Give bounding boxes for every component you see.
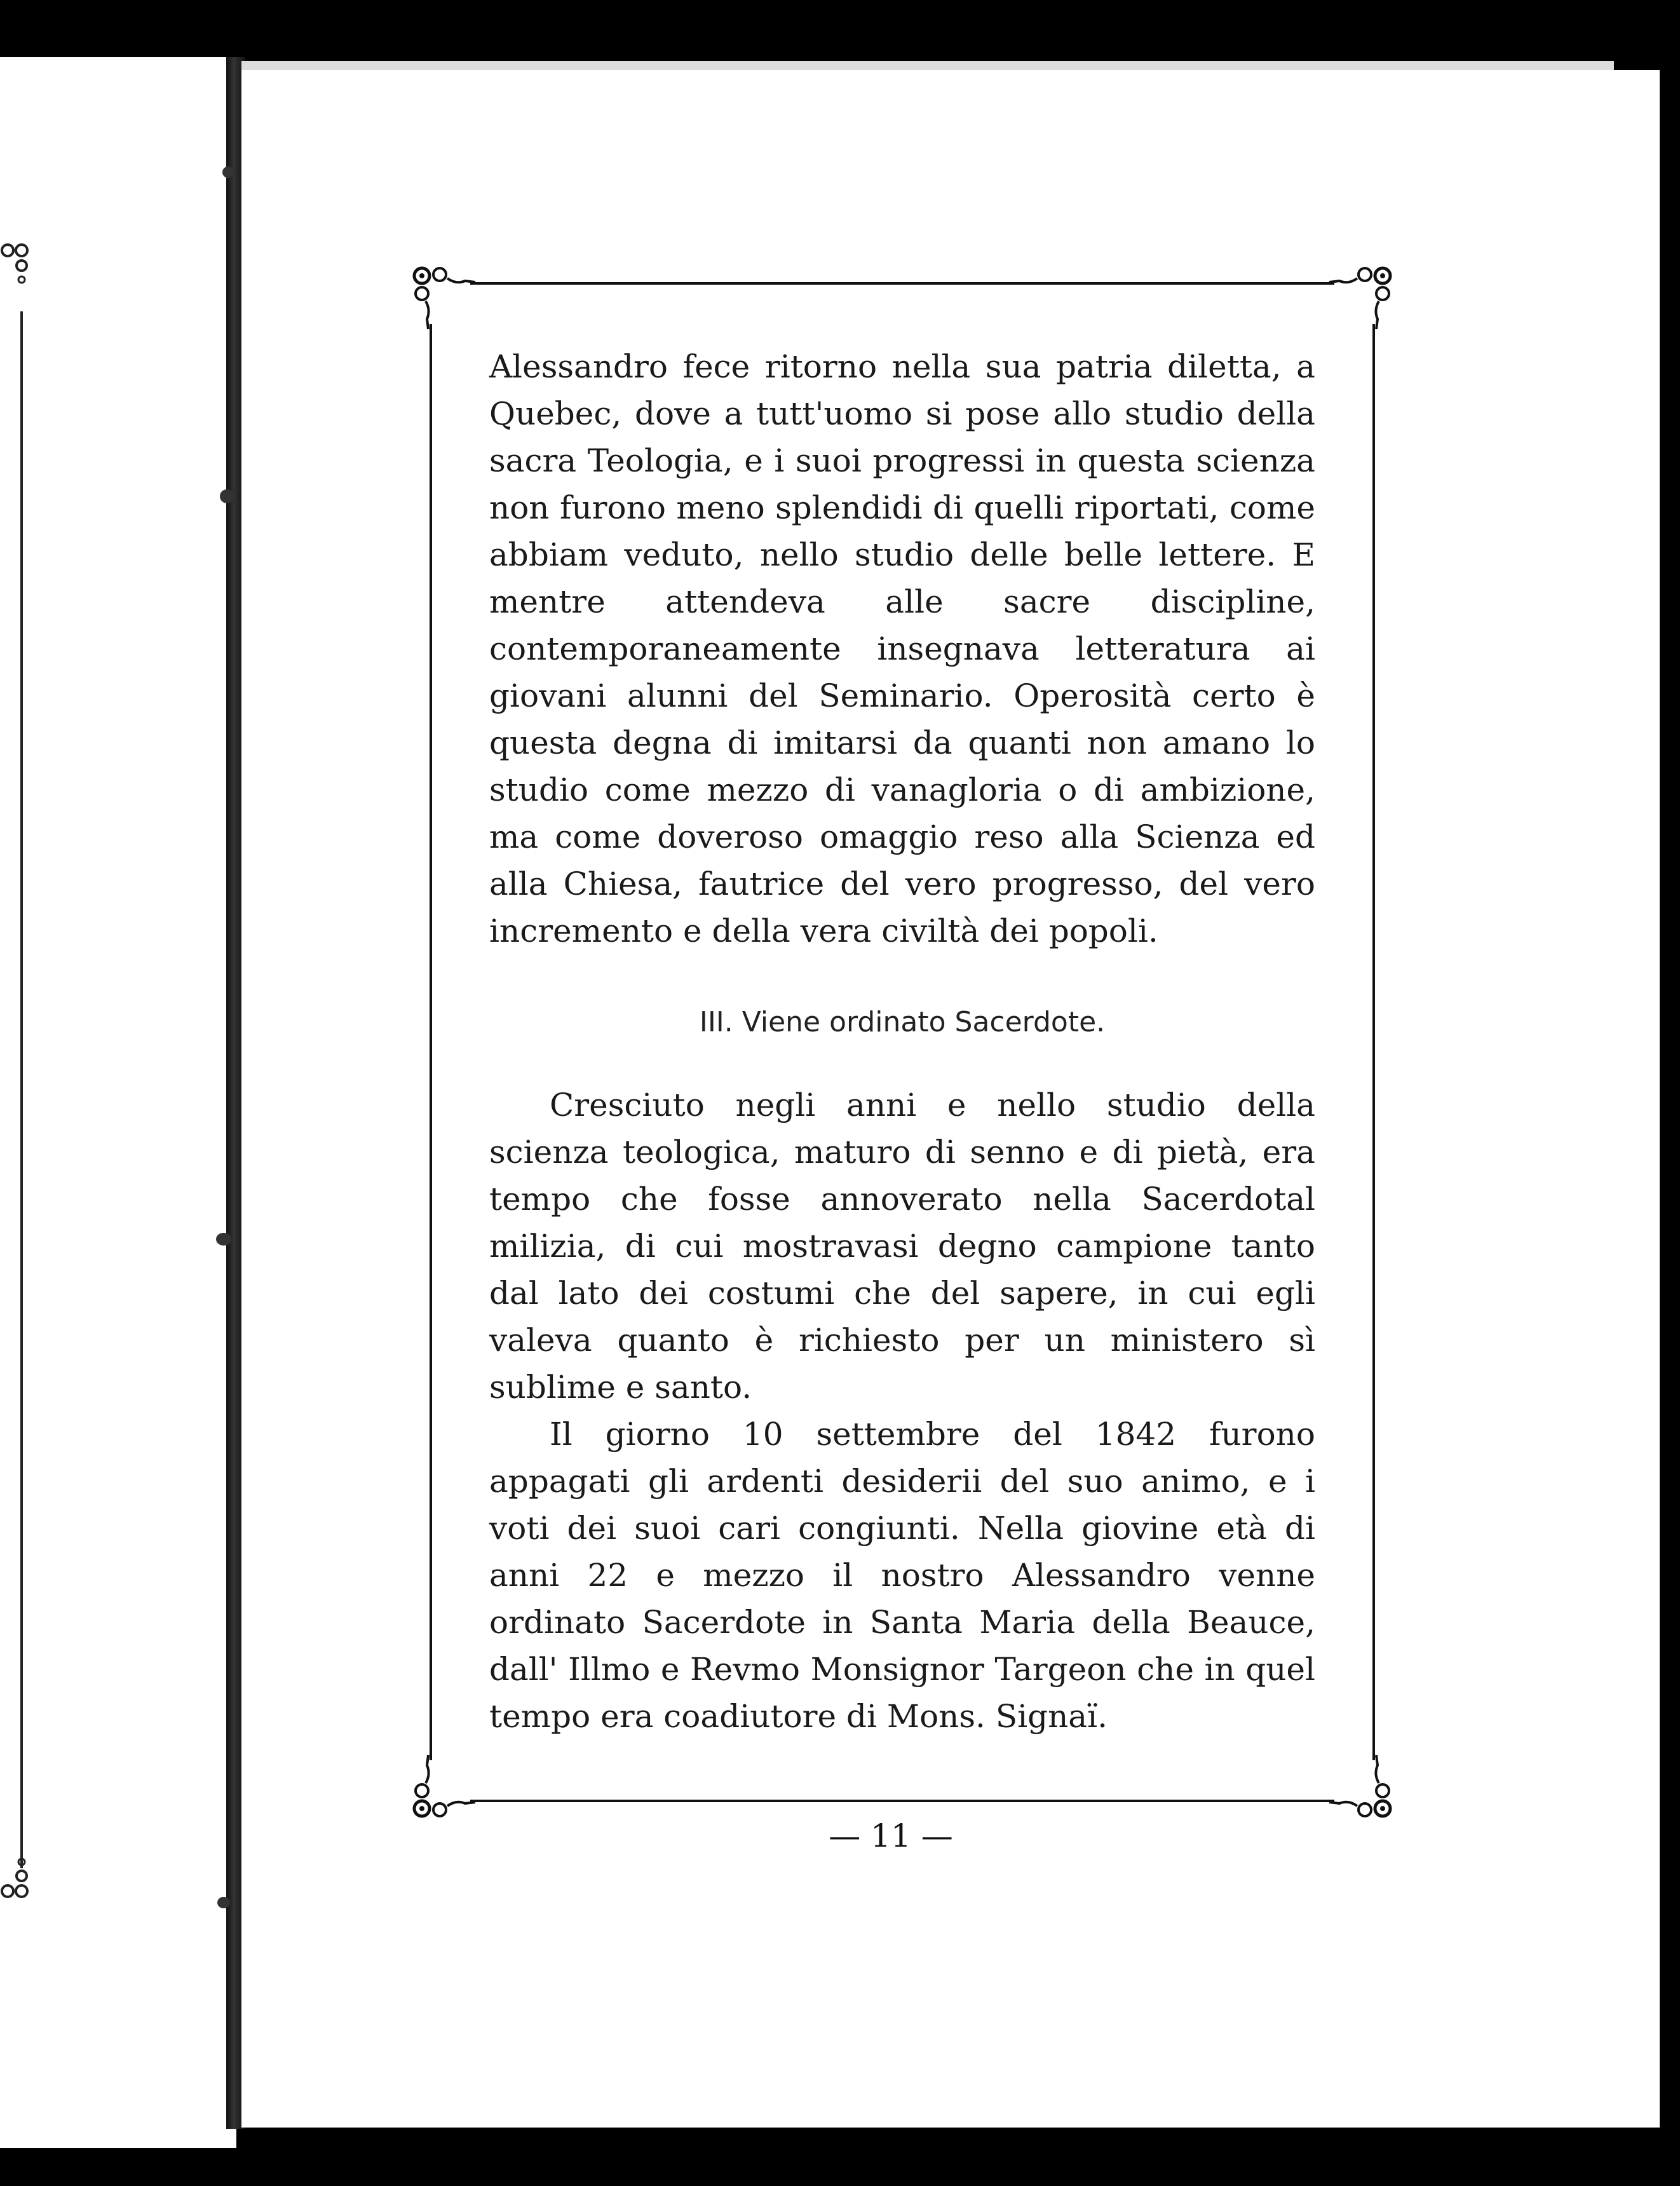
binding-mark — [216, 1233, 231, 1246]
section-heading: III. Viene ordinato Sacerdote. — [699, 1006, 1106, 1038]
frame-top-rule — [470, 282, 1334, 285]
binding-mark — [220, 489, 234, 503]
scroll-ornament-icon — [409, 1751, 479, 1821]
binding-mark — [222, 166, 234, 178]
paragraph-3: Il giorno 10 settembre del 1842 furono appagati gli ardenti desiderii del suo animo, e i voti dei suoi cari congiunti. Nella giovine età di anni 22 e mezzo il nostro Alessandro venne ordinato Sacerdote in Santa Maria della Beauce, dall' Illmo e Revmo Monsignor Targeon che in quel tempo era coadiutore di Mons. Signaï. — [489, 1416, 1315, 1735]
binding-mark — [217, 1897, 230, 1908]
scroll-ornament-icon — [0, 241, 32, 299]
frame-right-rule — [1372, 324, 1375, 1760]
frame-left-rule — [430, 324, 432, 1760]
frame-bottom-rule — [470, 1800, 1334, 1802]
paragraph-1: Alessandro fece ritorno nella sua patria diletta, a Quebec, dove a tutt'uomo si pose allo studio della sacra Teologia, e i suoi progressi in questa scienza non furono meno splendidi di quelli riportati, come abbiam veduto, nello studio delle belle lettere. E mentre attendeva alle sacre discipline, contemporaneamente insegnava letteratura ai giovani alunni del Seminario. Operosità certo è questa degna di imitarsi da quanti non amano lo studio come mezzo di vanagloria o di ambizione, ma come doveroso omaggio reso alla Scienza ed alla Chiesa, fautrice del vero progresso, del vero incremento e della vera civiltà dei popoli. — [489, 348, 1315, 949]
previous-page-frame-edge — [20, 311, 23, 1868]
paragraph-2: Cresciuto negli anni e nello studio della scienza teologica, maturo di senno e di pietà, era tempo che fosse annoverato nella Sacerdotal milizia, di cui mostravasi degno campione tanto dal lato dei costumi che del sapere, in cui egli valeva quanto è richiesto per un ministero sì sublime e santo. — [489, 1087, 1315, 1406]
page-text-block — [489, 343, 1315, 1740]
page-number: — 11 — — [829, 1817, 953, 1854]
scroll-ornament-icon — [409, 263, 479, 333]
scroll-ornament-icon — [1325, 1751, 1395, 1821]
scroll-ornament-icon — [1325, 263, 1395, 333]
